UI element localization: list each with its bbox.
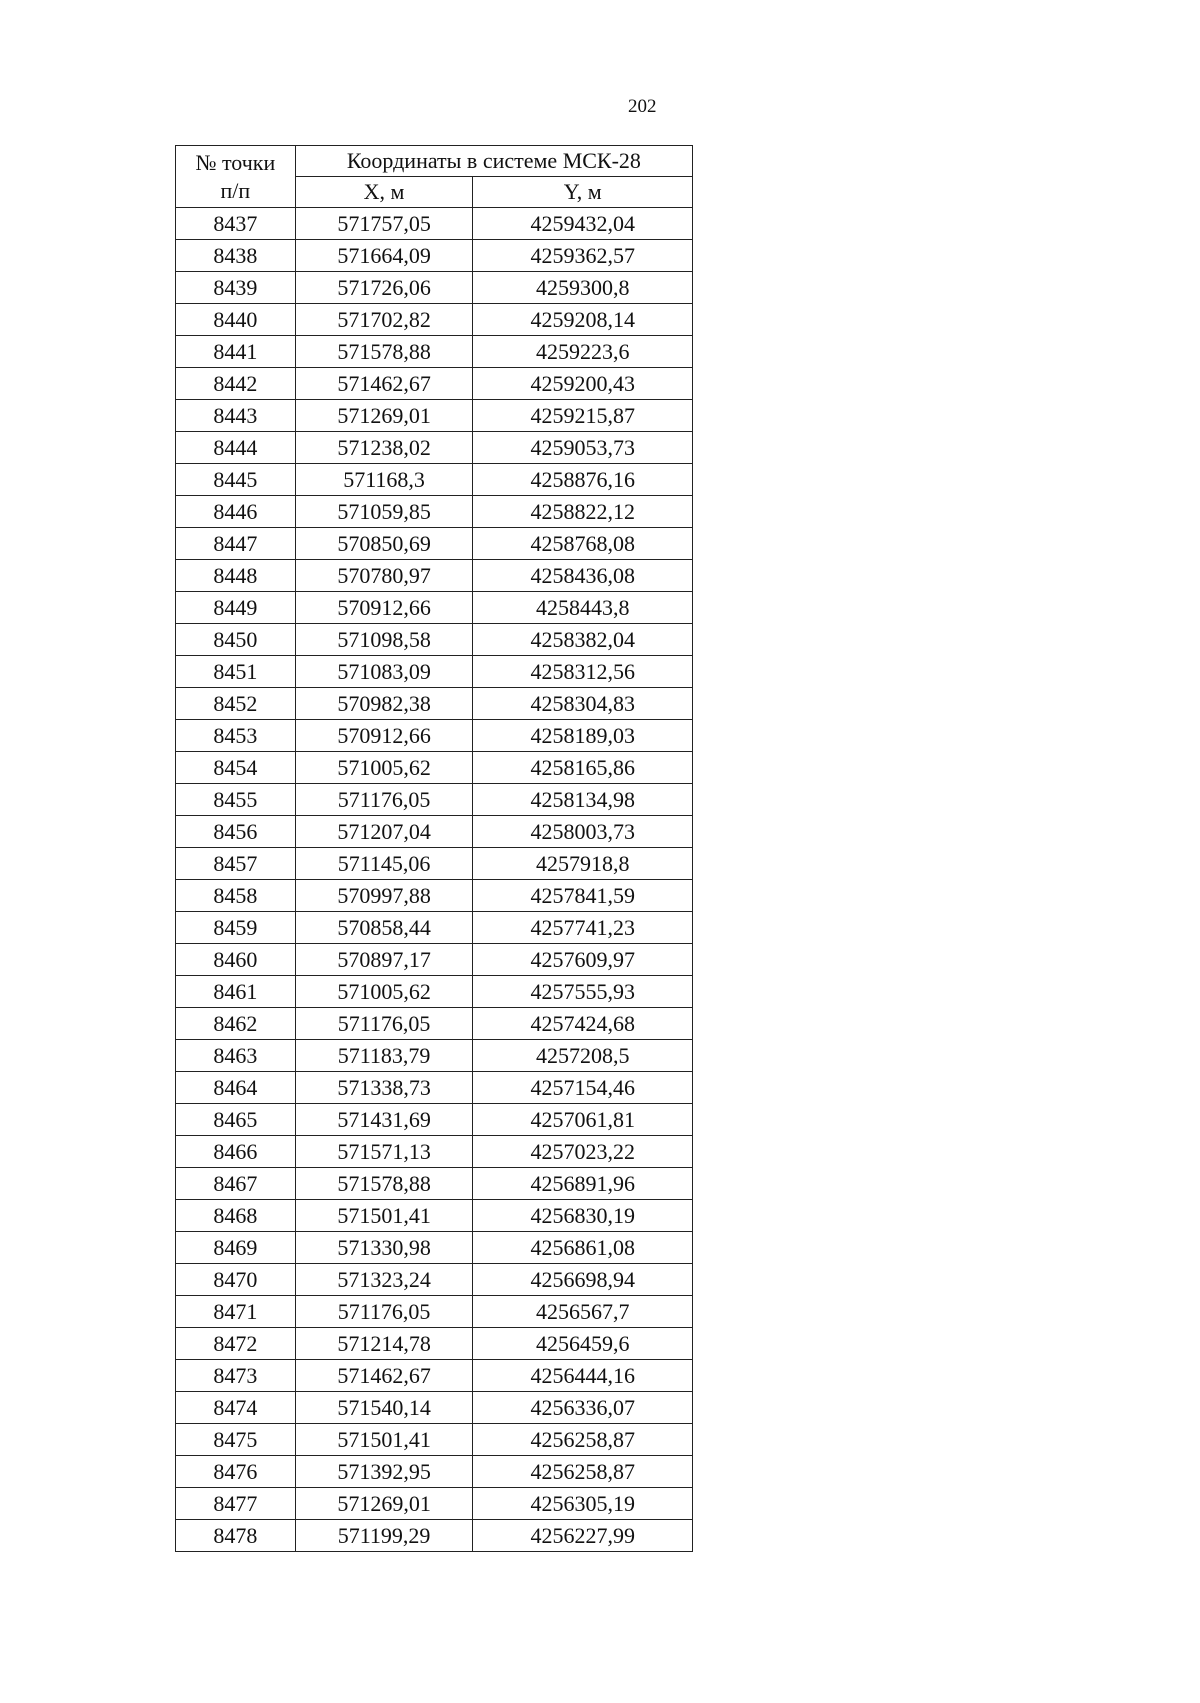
point-number-cell: 8478 — [176, 1520, 296, 1552]
y-cell: 4259200,43 — [473, 368, 693, 400]
y-cell: 4256336,07 — [473, 1392, 693, 1424]
point-number-cell: 8466 — [176, 1136, 296, 1168]
table-row — [176, 1424, 693, 1456]
table-row — [176, 1200, 693, 1232]
x-cell: 571664,09 — [295, 240, 473, 272]
table-row — [176, 368, 693, 400]
point-number-header — [176, 146, 296, 208]
point-number-cell: 8441 — [176, 336, 296, 368]
x-cell: 571431,69 — [295, 1104, 473, 1136]
x-cell: 571702,82 — [295, 304, 473, 336]
point-number-cell: 8472 — [176, 1328, 296, 1360]
x-cell: 570897,17 — [295, 944, 473, 976]
y-cell: 4256227,99 — [473, 1520, 693, 1552]
point-number-cell: 8453 — [176, 720, 296, 752]
point-number-cell: 8461 — [176, 976, 296, 1008]
point-number-cell: 8450 — [176, 624, 296, 656]
header-row — [176, 146, 693, 177]
point-number-cell: 8467 — [176, 1168, 296, 1200]
table-row — [176, 1232, 693, 1264]
x-cell: 571501,41 — [295, 1424, 473, 1456]
table-row — [176, 1072, 693, 1104]
point-number-cell: 8442 — [176, 368, 296, 400]
point-number-cell: 8438 — [176, 240, 296, 272]
table-row — [176, 432, 693, 464]
y-cell: 4259432,04 — [473, 208, 693, 240]
point-number-cell: 8455 — [176, 784, 296, 816]
table-row — [176, 1168, 693, 1200]
table-row — [176, 464, 693, 496]
x-cell: 571269,01 — [295, 1488, 473, 1520]
x-cell: 571145,06 — [295, 848, 473, 880]
table-row — [176, 272, 693, 304]
y-cell: 4258134,98 — [473, 784, 693, 816]
y-cell: 4259223,6 — [473, 336, 693, 368]
x-cell: 571207,04 — [295, 816, 473, 848]
y-header: Y, м — [473, 177, 693, 208]
table-row — [176, 208, 693, 240]
point-number-cell: 8448 — [176, 560, 296, 592]
point-number-cell: 8468 — [176, 1200, 296, 1232]
coordinates-table — [175, 145, 693, 1552]
x-cell: 570850,69 — [295, 528, 473, 560]
point-number-cell: 8443 — [176, 400, 296, 432]
point-number-cell: 8470 — [176, 1264, 296, 1296]
x-cell: 571176,05 — [295, 1008, 473, 1040]
point-number-cell: 8463 — [176, 1040, 296, 1072]
x-cell: 571059,85 — [295, 496, 473, 528]
point-number-cell: 8454 — [176, 752, 296, 784]
x-cell: 571183,79 — [295, 1040, 473, 1072]
y-cell: 4257609,97 — [473, 944, 693, 976]
y-cell: 4257023,22 — [473, 1136, 693, 1168]
x-cell: 571323,24 — [295, 1264, 473, 1296]
point-number-cell: 8439 — [176, 272, 296, 304]
point-number-cell: 8474 — [176, 1392, 296, 1424]
y-cell: 4257741,23 — [473, 912, 693, 944]
x-cell: 571757,05 — [295, 208, 473, 240]
x-cell: 571214,78 — [295, 1328, 473, 1360]
y-cell: 4256444,16 — [473, 1360, 693, 1392]
x-cell: 571238,02 — [295, 432, 473, 464]
y-cell: 4257061,81 — [473, 1104, 693, 1136]
point-number-cell: 8460 — [176, 944, 296, 976]
table-row — [176, 528, 693, 560]
y-cell: 4258443,8 — [473, 592, 693, 624]
x-cell: 570982,38 — [295, 688, 473, 720]
x-cell: 571462,67 — [295, 368, 473, 400]
table-row — [176, 1040, 693, 1072]
x-cell: 571005,62 — [295, 752, 473, 784]
y-cell: 4258312,56 — [473, 656, 693, 688]
table-row — [176, 848, 693, 880]
point-number-cell: 8459 — [176, 912, 296, 944]
y-cell: 4256891,96 — [473, 1168, 693, 1200]
table-row — [176, 400, 693, 432]
x-cell: 571726,06 — [295, 272, 473, 304]
page-number: 202 — [628, 96, 657, 117]
y-cell: 4258822,12 — [473, 496, 693, 528]
point-number-cell: 8446 — [176, 496, 296, 528]
table-row — [176, 304, 693, 336]
x-cell: 571176,05 — [295, 784, 473, 816]
point-number-cell: 8457 — [176, 848, 296, 880]
table-row — [176, 1296, 693, 1328]
x-cell: 571168,3 — [295, 464, 473, 496]
coordinates-group-header: Координаты в системе МСК-28 — [295, 146, 692, 177]
y-cell: 4258876,16 — [473, 464, 693, 496]
x-cell: 571338,73 — [295, 1072, 473, 1104]
table-row — [176, 1264, 693, 1296]
point-number-cell: 8445 — [176, 464, 296, 496]
y-cell: 4256830,19 — [473, 1200, 693, 1232]
x-cell: 571501,41 — [295, 1200, 473, 1232]
x-cell: 571083,09 — [295, 656, 473, 688]
table-row — [176, 944, 693, 976]
x-cell: 571578,88 — [295, 1168, 473, 1200]
y-cell: 4258768,08 — [473, 528, 693, 560]
table-row — [176, 784, 693, 816]
table-row — [176, 560, 693, 592]
point-number-cell: 8471 — [176, 1296, 296, 1328]
y-cell: 4256861,08 — [473, 1232, 693, 1264]
point-number-cell: 8449 — [176, 592, 296, 624]
y-cell: 4257208,5 — [473, 1040, 693, 1072]
x-cell: 571578,88 — [295, 336, 473, 368]
y-cell: 4257555,93 — [473, 976, 693, 1008]
x-cell: 571098,58 — [295, 624, 473, 656]
x-cell: 571571,13 — [295, 1136, 473, 1168]
y-cell: 4259362,57 — [473, 240, 693, 272]
point-number-cell: 8473 — [176, 1360, 296, 1392]
y-cell: 4257424,68 — [473, 1008, 693, 1040]
table-row — [176, 752, 693, 784]
point-number-cell: 8476 — [176, 1456, 296, 1488]
table-row — [176, 1392, 693, 1424]
y-cell: 4259208,14 — [473, 304, 693, 336]
x-cell: 570912,66 — [295, 592, 473, 624]
x-cell: 571199,29 — [295, 1520, 473, 1552]
point-number-cell: 8437 — [176, 208, 296, 240]
y-cell: 4256698,94 — [473, 1264, 693, 1296]
y-cell: 4258189,03 — [473, 720, 693, 752]
table-row — [176, 1520, 693, 1552]
y-cell: 4256567,7 — [473, 1296, 693, 1328]
table-row — [176, 240, 693, 272]
y-cell: 4257154,46 — [473, 1072, 693, 1104]
point-number-cell: 8458 — [176, 880, 296, 912]
point-number-cell: 8447 — [176, 528, 296, 560]
point-number-cell: 8440 — [176, 304, 296, 336]
table-row — [176, 1360, 693, 1392]
point-number-header-line2: п/п — [220, 177, 251, 203]
point-number-cell: 8469 — [176, 1232, 296, 1264]
table-row — [176, 624, 693, 656]
y-cell: 4259215,87 — [473, 400, 693, 432]
point-number-cell: 8477 — [176, 1488, 296, 1520]
point-number-cell: 8464 — [176, 1072, 296, 1104]
x-cell: 571005,62 — [295, 976, 473, 1008]
y-cell: 4256459,6 — [473, 1328, 693, 1360]
table-row — [176, 720, 693, 752]
table-row — [176, 496, 693, 528]
x-cell: 570912,66 — [295, 720, 473, 752]
y-cell: 4259300,8 — [473, 272, 693, 304]
table-row — [176, 912, 693, 944]
y-cell: 4258165,86 — [473, 752, 693, 784]
point-number-header-line1: № точки — [195, 149, 276, 175]
table-row — [176, 1456, 693, 1488]
y-cell: 4258436,08 — [473, 560, 693, 592]
x-cell: 570780,97 — [295, 560, 473, 592]
point-number-cell: 8444 — [176, 432, 296, 464]
point-number-cell: 8456 — [176, 816, 296, 848]
y-cell: 4257841,59 — [473, 880, 693, 912]
table-row — [176, 976, 693, 1008]
x-cell: 570858,44 — [295, 912, 473, 944]
point-number-cell: 8465 — [176, 1104, 296, 1136]
x-cell: 571330,98 — [295, 1232, 473, 1264]
y-cell: 4256258,87 — [473, 1424, 693, 1456]
x-cell: 571392,95 — [295, 1456, 473, 1488]
x-cell: 571540,14 — [295, 1392, 473, 1424]
x-cell: 571462,67 — [295, 1360, 473, 1392]
table-row — [176, 880, 693, 912]
x-cell: 571269,01 — [295, 400, 473, 432]
table-row — [176, 816, 693, 848]
y-cell: 4258304,83 — [473, 688, 693, 720]
x-header: X, м — [295, 177, 473, 208]
y-cell: 4256305,19 — [473, 1488, 693, 1520]
y-cell: 4258003,73 — [473, 816, 693, 848]
x-cell: 570997,88 — [295, 880, 473, 912]
point-number-cell: 8452 — [176, 688, 296, 720]
table-row — [176, 1136, 693, 1168]
y-cell: 4257918,8 — [473, 848, 693, 880]
y-cell: 4258382,04 — [473, 624, 693, 656]
table-row — [176, 1008, 693, 1040]
x-cell: 571176,05 — [295, 1296, 473, 1328]
table-row — [176, 1488, 693, 1520]
table-row — [176, 336, 693, 368]
point-number-cell: 8475 — [176, 1424, 296, 1456]
y-cell: 4256258,87 — [473, 1456, 693, 1488]
y-cell: 4259053,73 — [473, 432, 693, 464]
table-row — [176, 656, 693, 688]
table-row — [176, 592, 693, 624]
table-row — [176, 1328, 693, 1360]
table-row — [176, 688, 693, 720]
point-number-cell: 8451 — [176, 656, 296, 688]
point-number-cell: 8462 — [176, 1008, 296, 1040]
table-row — [176, 1104, 693, 1136]
